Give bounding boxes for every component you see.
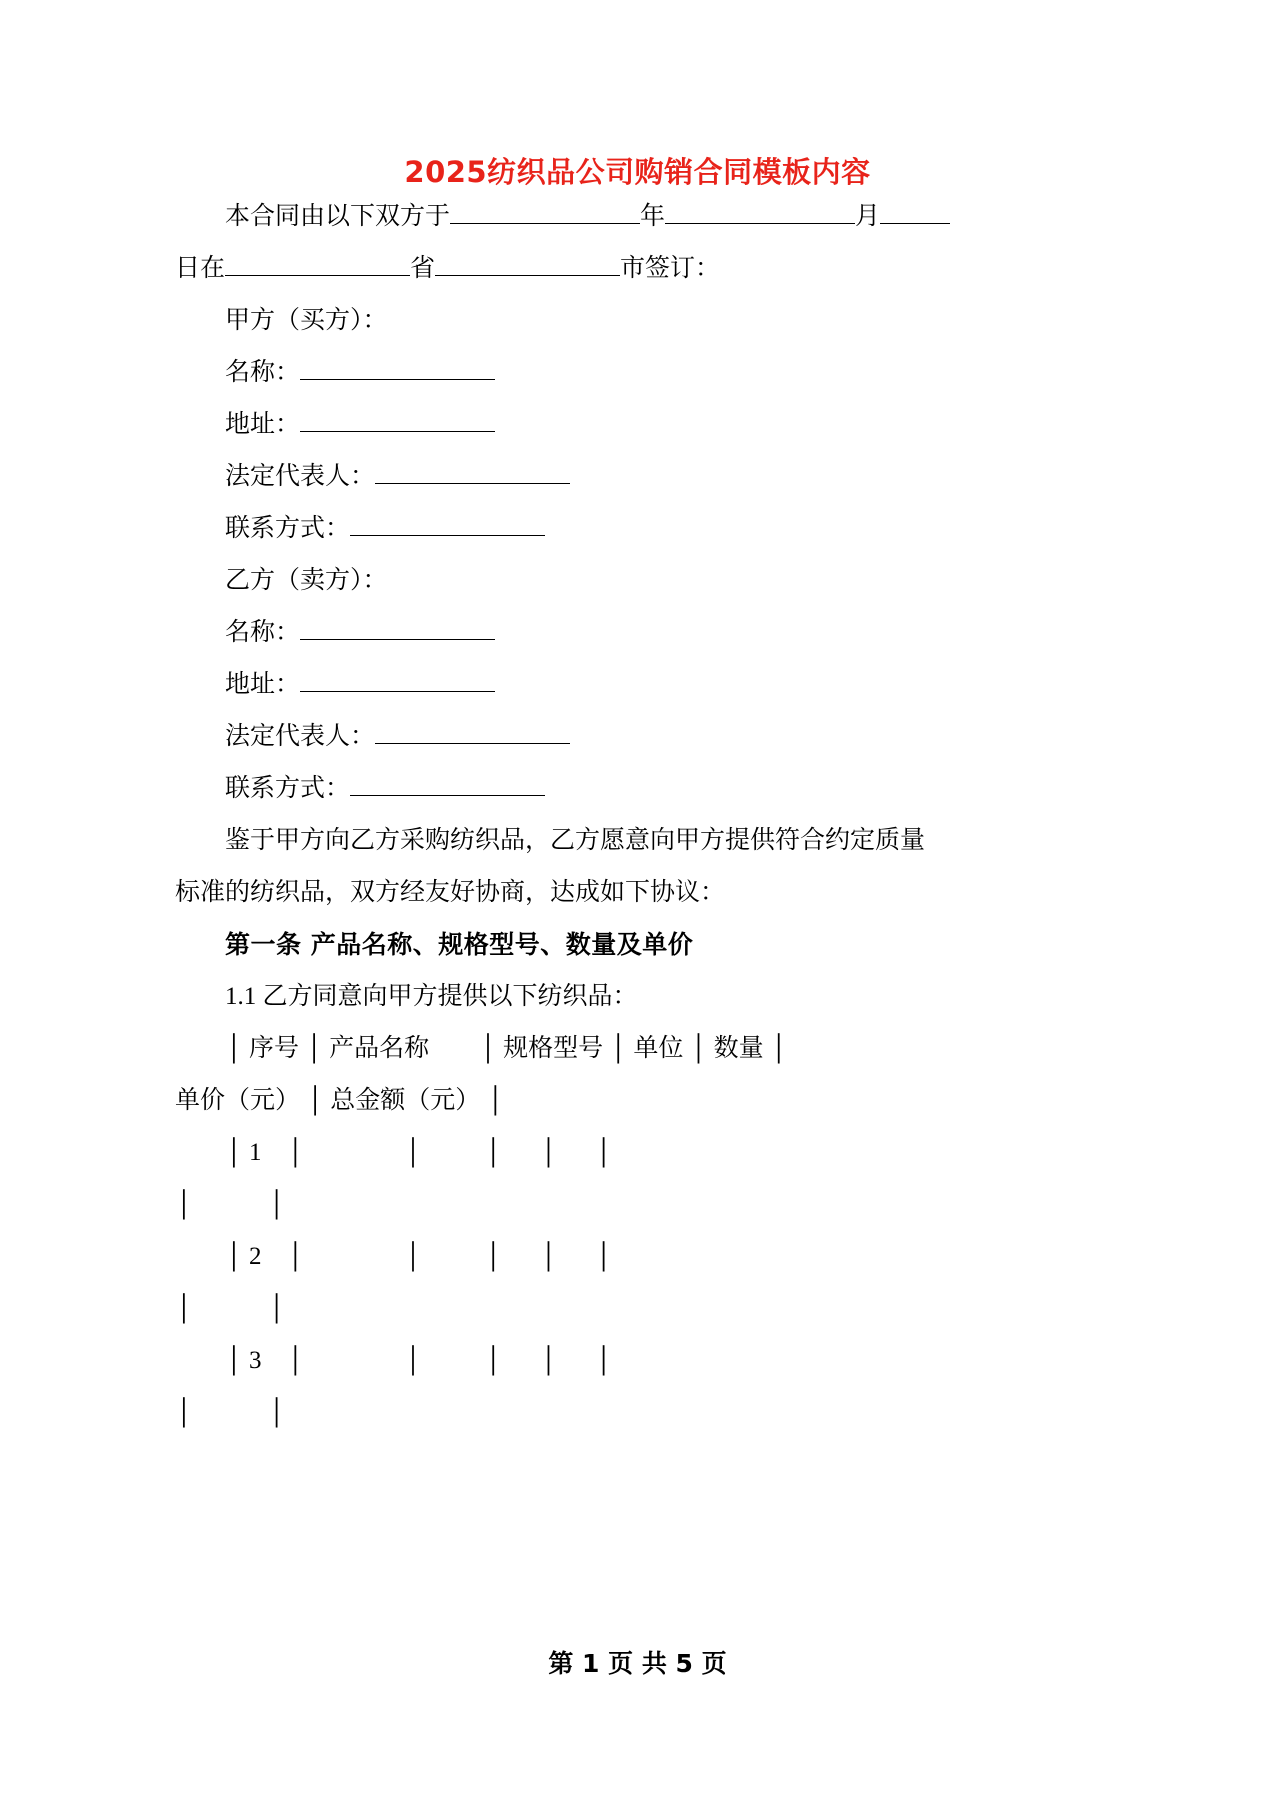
- party-b-rep-row: [175, 711, 1100, 763]
- party-a-address-label: 地址：: [225, 411, 301, 438]
- intro-text-month: 月: [855, 203, 881, 230]
- product-table-header-line-1: │ 序号 │ 产品名称 │ 规格型号 │ 单位 │ 数量 │: [225, 1035, 788, 1062]
- table-row: │ 1 │ │ │ │ │: [225, 1139, 613, 1166]
- party-a-name-blank[interactable]: [300, 379, 495, 380]
- party-b-heading: 乙方（卖方）：: [225, 567, 388, 594]
- party-a-name-row: [175, 347, 1100, 399]
- party-b-name-row: [175, 607, 1100, 659]
- recital-line-1: 鉴于甲方向乙方采购纺织品，乙方愿意向甲方提供符合约定质量: [225, 827, 926, 854]
- table-row-cont: │ │: [175, 1399, 286, 1426]
- party-a-address-row: [175, 399, 1100, 451]
- party-a-heading: 甲方（买方）：: [225, 307, 388, 334]
- intro-line-1: [175, 191, 1100, 243]
- page-footer: 第 1 页 共 5 页: [548, 1649, 727, 1678]
- blank-day[interactable]: [880, 223, 950, 224]
- table-row: │ 3 │ │ │ │ │: [225, 1347, 613, 1374]
- party-b-contact-blank[interactable]: [350, 795, 545, 796]
- intro-line-2: [175, 243, 1100, 295]
- blank-city[interactable]: [435, 275, 620, 276]
- party-b-address-row: [175, 659, 1100, 711]
- product-table-header-line-2: 单价（元） │ 总金额（元） │: [175, 1087, 505, 1114]
- intro-text-province: 省: [410, 255, 436, 282]
- blank-province[interactable]: [225, 275, 410, 276]
- party-b-rep-label: 法定代表人：: [225, 723, 376, 750]
- intro-text-year: 年: [640, 203, 666, 230]
- party-a-address-blank[interactable]: [300, 431, 495, 432]
- intro-text-1: 本合同由以下双方于: [225, 203, 451, 230]
- party-a-contact-label: 联系方式：: [225, 515, 351, 542]
- table-row-cont: │ │: [175, 1191, 286, 1218]
- recital-line-2: 标准的纺织品，双方经友好协商，达成如下协议：: [175, 879, 726, 906]
- party-b-address-label: 地址：: [225, 671, 301, 698]
- table-row-cont: │ │: [175, 1295, 286, 1322]
- party-a-contact-row: [175, 503, 1100, 555]
- party-b-name-label: 名称：: [225, 619, 301, 646]
- party-b-address-blank[interactable]: [300, 691, 495, 692]
- party-b-rep-blank[interactable]: [375, 743, 570, 744]
- blank-month[interactable]: [665, 223, 855, 224]
- party-b-contact-row: [175, 763, 1100, 815]
- page-title: 2025纺织品公司购销合同模板内容: [404, 155, 871, 189]
- party-a-rep-row: [175, 451, 1100, 503]
- document-body: [175, 191, 1100, 1439]
- party-a-contact-blank[interactable]: [350, 535, 545, 536]
- intro-text-day: 日在: [175, 255, 226, 282]
- table-row: │ 2 │ │ │ │ │: [225, 1243, 613, 1270]
- party-a-name-label: 名称：: [225, 359, 301, 386]
- intro-text-city: 市签订：: [620, 255, 721, 282]
- clause-1-heading: 第一条 产品名称、规格型号、数量及单价: [225, 930, 694, 959]
- clause-1-1: 1.1 乙方同意向甲方提供以下纺织品：: [225, 983, 638, 1010]
- party-b-name-blank[interactable]: [300, 639, 495, 640]
- party-a-rep-label: 法定代表人：: [225, 463, 376, 490]
- party-a-rep-blank[interactable]: [375, 483, 570, 484]
- document-page: [0, 150, 1275, 1800]
- blank-year[interactable]: [450, 223, 640, 224]
- party-b-contact-label: 联系方式：: [225, 775, 351, 802]
